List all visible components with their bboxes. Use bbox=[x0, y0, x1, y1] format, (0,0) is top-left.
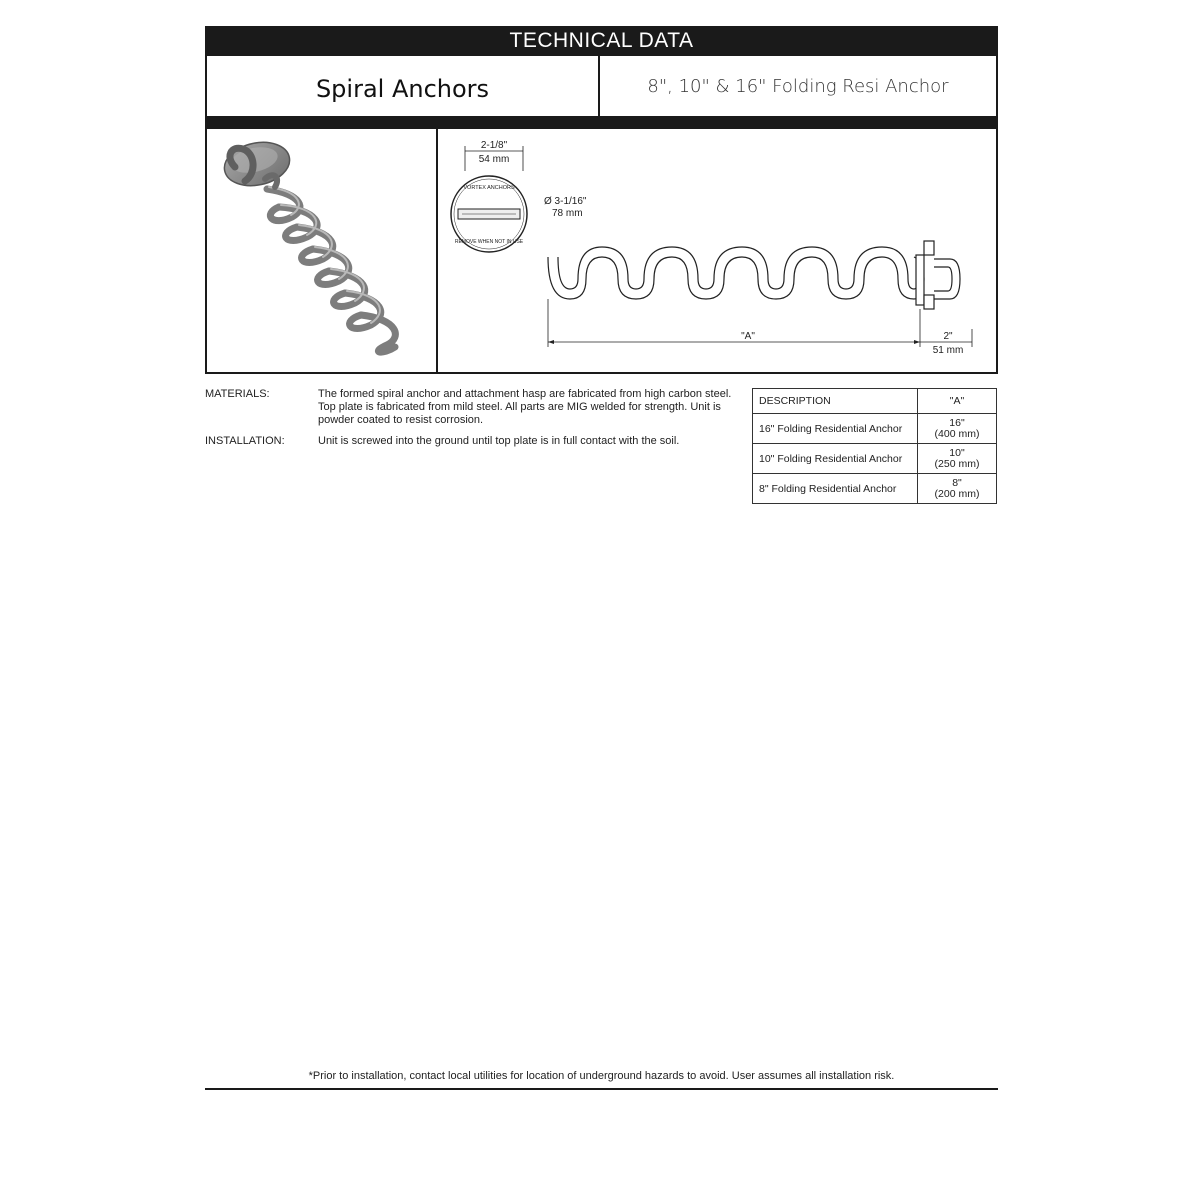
title-row bbox=[205, 56, 998, 116]
specs bbox=[205, 388, 745, 456]
header-title: TECHNICAL DATA bbox=[205, 26, 998, 56]
a-in: 10" bbox=[949, 446, 965, 459]
anchor-illustration bbox=[207, 129, 436, 372]
table-cell-a bbox=[918, 474, 997, 504]
table-row bbox=[753, 474, 997, 504]
plate-dia-mm: 78 mm bbox=[552, 208, 583, 219]
a-in: 8" bbox=[952, 476, 962, 489]
table-cell-a bbox=[918, 444, 997, 474]
hasp-in: 2" bbox=[943, 331, 953, 342]
a-in: 16" bbox=[949, 416, 965, 429]
a-mm: (250 mm) bbox=[934, 457, 980, 470]
table-cell-desc: 8" Folding Residential Anchor bbox=[753, 474, 918, 504]
table-header-description: DESCRIPTION bbox=[753, 389, 918, 414]
footnote: *Prior to installation, contact local utilities for location of underground hazards to avoid. User assumes all installation risk. bbox=[308, 1070, 895, 1082]
a-mm: (400 mm) bbox=[934, 427, 980, 440]
a-mm: (200 mm) bbox=[934, 487, 980, 500]
table-row bbox=[753, 444, 997, 474]
divider-bar bbox=[205, 116, 998, 129]
length-label: "A" bbox=[741, 331, 755, 342]
table-header-row bbox=[753, 389, 997, 414]
spec-text: The formed spiral anchor and attachment hasp are fabricated from high carbon steel. Top plate is fabricated from mild steel. All parts are MIG welded for strength. Unit is powder coated to resist corrosion. bbox=[318, 388, 732, 426]
spec-text: Unit is screwed into the ground until top plate is in full contact with the soil. bbox=[318, 435, 680, 447]
technical-drawing bbox=[438, 129, 998, 372]
table-cell-a bbox=[918, 414, 997, 444]
table-cell-desc: 10" Folding Residential Anchor bbox=[753, 444, 918, 474]
spiral-side-view bbox=[548, 247, 924, 299]
top-width-in: 2-1/8" bbox=[480, 140, 508, 151]
top-width-mm: 54 mm bbox=[478, 154, 510, 165]
anchor-photo bbox=[207, 129, 438, 372]
spec-materials bbox=[205, 388, 745, 427]
hasp-side-view bbox=[916, 241, 960, 309]
plate-text-top: VORTEX ANCHORS bbox=[463, 185, 515, 191]
figure-row bbox=[205, 129, 998, 374]
tech-sheet bbox=[205, 26, 998, 374]
table-cell-desc: 16" Folding Residential Anchor bbox=[753, 414, 918, 444]
product-title: Spiral Anchors bbox=[207, 56, 600, 116]
footer-rule bbox=[205, 1088, 998, 1090]
table-row bbox=[753, 414, 997, 444]
dimension-table bbox=[752, 388, 997, 504]
spec-label: MATERIALS: bbox=[205, 388, 270, 400]
plate-text-bottom: REMOVE WHEN NOT IN USE bbox=[454, 239, 524, 245]
spec-label: INSTALLATION: bbox=[205, 435, 285, 447]
drawing-svg bbox=[438, 129, 998, 372]
model-title: 8", 10" & 16" Folding Resi Anchor bbox=[647, 75, 949, 97]
spec-installation bbox=[205, 435, 745, 448]
hasp-mm: 51 mm bbox=[932, 345, 964, 356]
table-header-a: "A" bbox=[918, 389, 997, 414]
plate-dia-in: Ø 3-1/16" bbox=[544, 196, 587, 207]
